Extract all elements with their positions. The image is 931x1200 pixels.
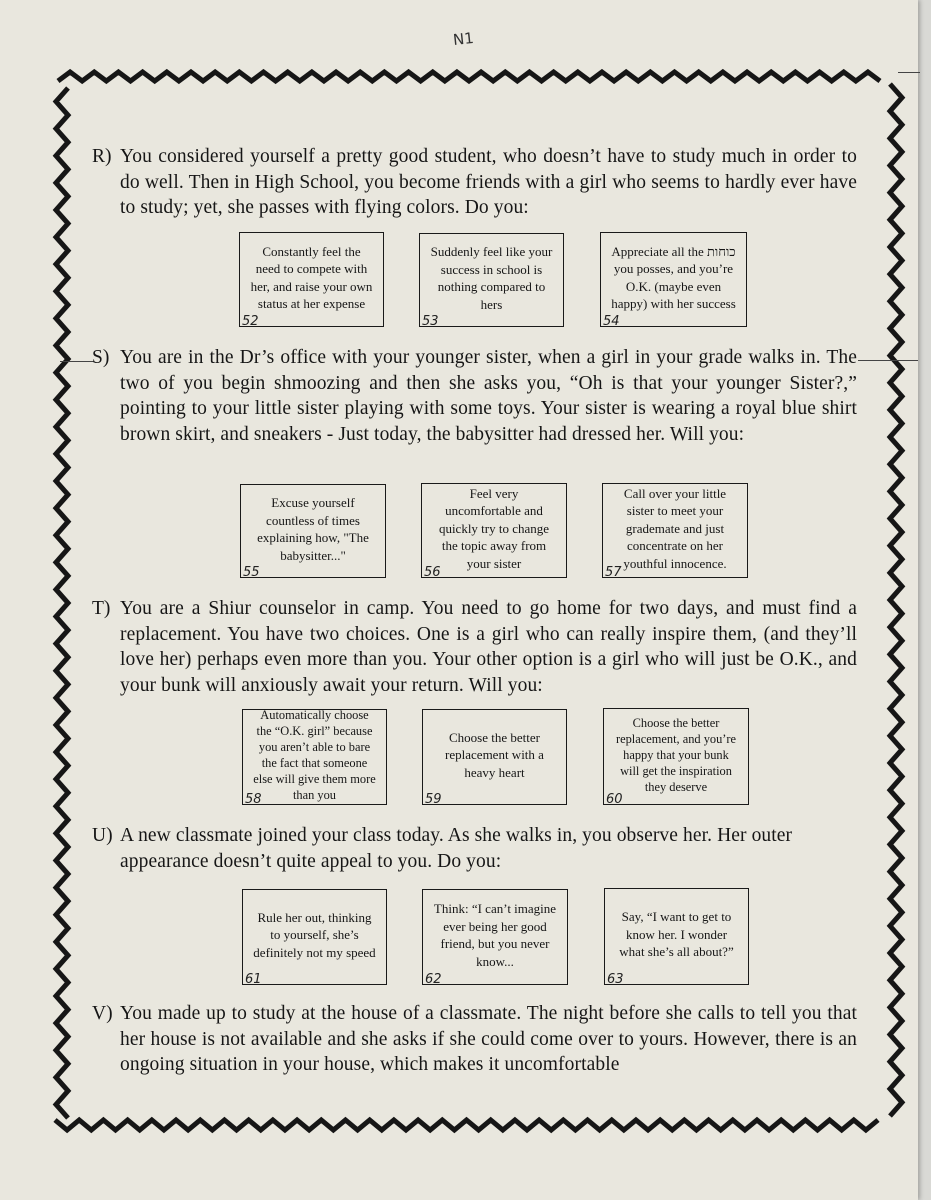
question-letter: T) [92,598,111,619]
border-top-zigzag [58,72,880,81]
question-letter: S) [92,347,110,368]
option-text: Suddenly feel like your success in school is nothing compared to hers [430,244,553,312]
option-text: Excuse yourself countless of times explaining how, "The babysitter..." [257,495,369,563]
option-number: 58 [245,792,262,807]
option-number: 62 [425,971,442,987]
question-letter: U) [92,825,113,846]
option-number: 52 [242,313,259,329]
question-text: You made up to study at the house of a classmate. The night before she calls to tell you that her house is not available and she asks if she could come over to yours. However, there is an ongoing situation in your house, which makes it uncomfortable [120,1003,857,1075]
option-box-55 [240,484,386,578]
border-right-zigzag [890,84,902,1116]
option-box-61 [242,889,387,985]
option-number: 63 [607,971,624,987]
option-box-58 [242,709,387,805]
option-text: Constantly feel the need to compete with her, and raise your own status at her expense [250,243,373,311]
option-number: 56 [424,564,441,580]
option-number: 60 [606,792,623,807]
option-box-62 [422,889,568,985]
option-box-54 [600,232,747,327]
option-text: Say, “I want to get to know her. I wonder what she’s all about?” [619,909,734,960]
option-text: Feel very uncomfortable and quickly try to change the topic away from your sister [438,485,550,571]
option-text: Rule her out, thinking to yourself, she’s definitely not my speed [253,909,376,960]
question-letter: R) [92,146,112,167]
option-box-52 [239,232,384,327]
option-box-59 [422,709,567,805]
option-box-56 [421,483,567,578]
option-number: 53 [422,313,439,329]
page-mark: N1 [452,28,475,50]
option-number: 61 [245,971,262,987]
pen-mark-top [898,72,920,73]
option-text: Choose the better replacement, and you’re happy that your bunk will get the inspiration they deserve [615,715,737,794]
option-box-57 [602,483,748,578]
question-v [92,1001,857,1081]
question-t [92,596,857,696]
question-letter: V) [92,1003,113,1024]
option-number: 55 [243,564,260,580]
option-number: 59 [425,791,442,807]
question-r [92,144,857,224]
pen-mark-right [858,360,918,361]
border-left-zigzag [56,88,68,1118]
option-box-63 [604,888,749,985]
question-u [92,823,857,878]
option-box-53 [419,233,564,327]
option-number: 57 [605,564,622,580]
question-text: You are a Shiur counselor in camp. You need to go home for two days, and must find a replacement. You have two choices. One is a girl who can really inspire them, (and they’ll love her) perhaps even more than you. Your other option is a girl who will just be O.K., and your bunk will anxiously await your return. Will you: [120,598,857,696]
option-box-60 [603,708,749,805]
question-text: A new classmate joined your class today. As she walks in, you observe her. Her outer appearance doesn’t quite appeal to you. Do you: [120,825,793,872]
question-s [92,345,857,475]
option-number: 54 [603,313,620,329]
question-text: You are in the Dr’s office with your younger sister, when a girl in your grade walks in. The two of you begin shmoozing and then she asks you, “Oh is that your younger Sister?,” pointing to your little sister playing with some toys. Your sister is wearing a royal blue shirt brown skirt, and sneakers - Just today, the babysitter had dressed her. Will you: [120,347,857,445]
option-text: Think: “I can’t imagine ever being her good friend, but you never know... [433,901,557,969]
option-text: Choose the better replacement with a heavy heart [445,729,544,780]
option-text: Automatically choose the “O.K. girl” because you aren’t able to bare the fact that someone else will give them more than you [253,708,376,802]
question-text: You considered yourself a pretty good student, who doesn’t have to study much in order to do well. Then in High School, you become friends with a girl who seems to hardly ever have to study; yet, she passes with flying colors. Do you: [120,146,857,218]
pen-mark-left [60,361,94,362]
option-text: Appreciate all the כוחות you posses, and you’re O.K. (maybe even happy) with her success [611,243,736,311]
option-text: Call over your little sister to meet your grademate and just concentrate on her youthful innocence. [623,485,727,571]
border-bottom-zigzag [55,1120,878,1130]
